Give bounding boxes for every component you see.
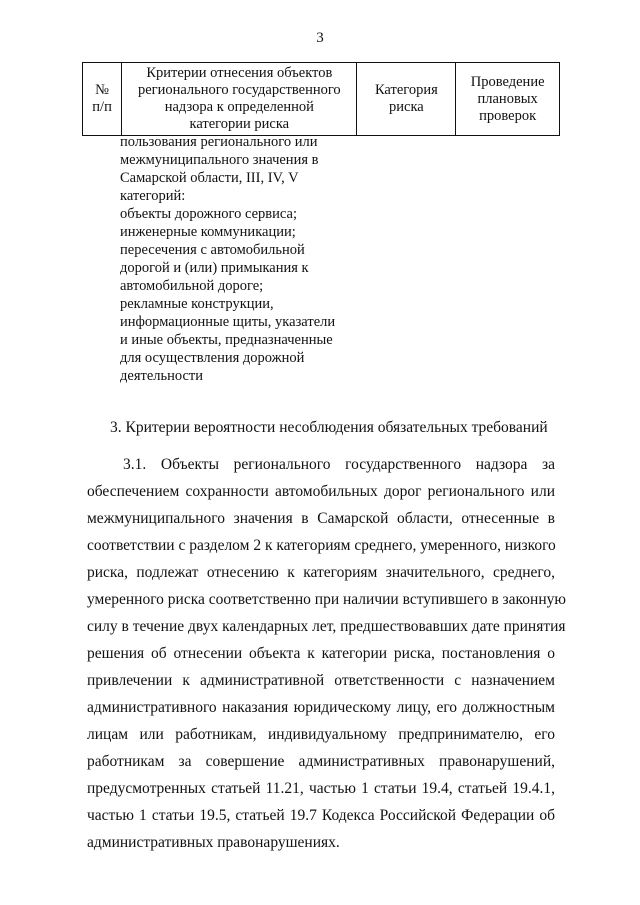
header-text: п/п xyxy=(92,99,112,115)
criteria-line: дорогой и (или) примыкания к xyxy=(120,260,309,276)
header-criteria xyxy=(122,63,357,136)
paragraph-line: соответствии с разделом 2 к категориям среднего, умеренного, низкого xyxy=(87,537,556,554)
criteria-line: категорий: xyxy=(120,188,186,204)
header-text: категории риска xyxy=(189,116,290,132)
criteria-line: объекты дорожного сервиса; xyxy=(120,206,297,222)
criteria-line: пользования регионального или xyxy=(120,134,318,150)
paragraph-line: обеспечением сохранности автомобильных дорог регионального или xyxy=(87,483,555,500)
criteria-line: и иные объекты, предназначенные xyxy=(120,332,333,348)
header-text: Критерии отнесения объектов xyxy=(146,65,333,81)
criteria-line: информационные щиты, указатели xyxy=(120,314,336,330)
criteria-continuation-cell xyxy=(120,133,335,385)
header-text: № xyxy=(95,82,109,98)
paragraph-line: 3.1. Объекты регионального государственного надзора за xyxy=(123,456,555,473)
paragraph-line: решения об отнесении объекта к категории риска, постановления о xyxy=(87,645,555,662)
header-text: Проведение xyxy=(470,73,545,90)
header-number xyxy=(83,63,122,136)
section-paragraph xyxy=(87,455,566,860)
criteria-line: пересечения с автомобильной xyxy=(120,242,305,258)
criteria-line: межмуниципального значения в xyxy=(120,152,319,168)
criteria-line: автомобильной дороге; xyxy=(120,278,264,294)
paragraph-line: лицам или работникам, индивидуальному предпринимателю, его xyxy=(87,726,555,743)
paragraph-line: частью 1 статьи 19.5, статьей 19.7 Кодекса Российской Федерации об xyxy=(87,807,555,824)
paragraph-line: работникам за совершение административных правонарушений, xyxy=(87,753,555,770)
header-text: Категория xyxy=(374,82,438,98)
paragraph-line: риска, подлежат отнесению к категориям значительного, среднего, xyxy=(87,564,555,581)
header-text: надзора к определенной xyxy=(164,99,314,115)
header-text: плановых xyxy=(477,90,538,107)
paragraph-line: силу в течение двух календарных лет, предшествовавших дате принятия xyxy=(87,618,566,635)
paragraph-line: предусмотренных статьей 11.21, частью 1 статьи 19.4, статьей 19.4.1, xyxy=(87,780,555,797)
criteria-line: инженерные коммуникации; xyxy=(120,224,296,240)
paragraph-line: административных правонарушениях. xyxy=(87,834,340,851)
table-header-row xyxy=(83,63,560,136)
paragraph-line: привлечении к административной ответственности с назначением xyxy=(87,672,555,689)
criteria-line: для осуществления дорожной xyxy=(120,350,305,366)
header-inspections xyxy=(456,63,560,136)
criteria-line: Самарской области, III, IV, V xyxy=(120,170,299,186)
criteria-line: рекламные конструкции, xyxy=(120,296,274,312)
header-text: регионального государственного xyxy=(137,82,341,98)
header-text: проверок xyxy=(479,107,537,124)
criteria-line: деятельности xyxy=(120,368,204,384)
criteria-table xyxy=(82,62,560,136)
paragraph-line: административного наказания юридическому лицу, его должностным xyxy=(87,699,555,716)
paragraph-line: умеренного риска соответственно при наличии вступившего в законную xyxy=(87,591,566,608)
header-text: риска xyxy=(389,99,424,115)
page-number: 3 xyxy=(316,30,324,46)
paragraph-line: межмуниципального значения в Самарской области, отнесенные в xyxy=(87,510,555,527)
header-category xyxy=(357,63,456,136)
section-heading: 3. Критерии вероятности несоблюдения обязательных требований xyxy=(110,419,548,436)
